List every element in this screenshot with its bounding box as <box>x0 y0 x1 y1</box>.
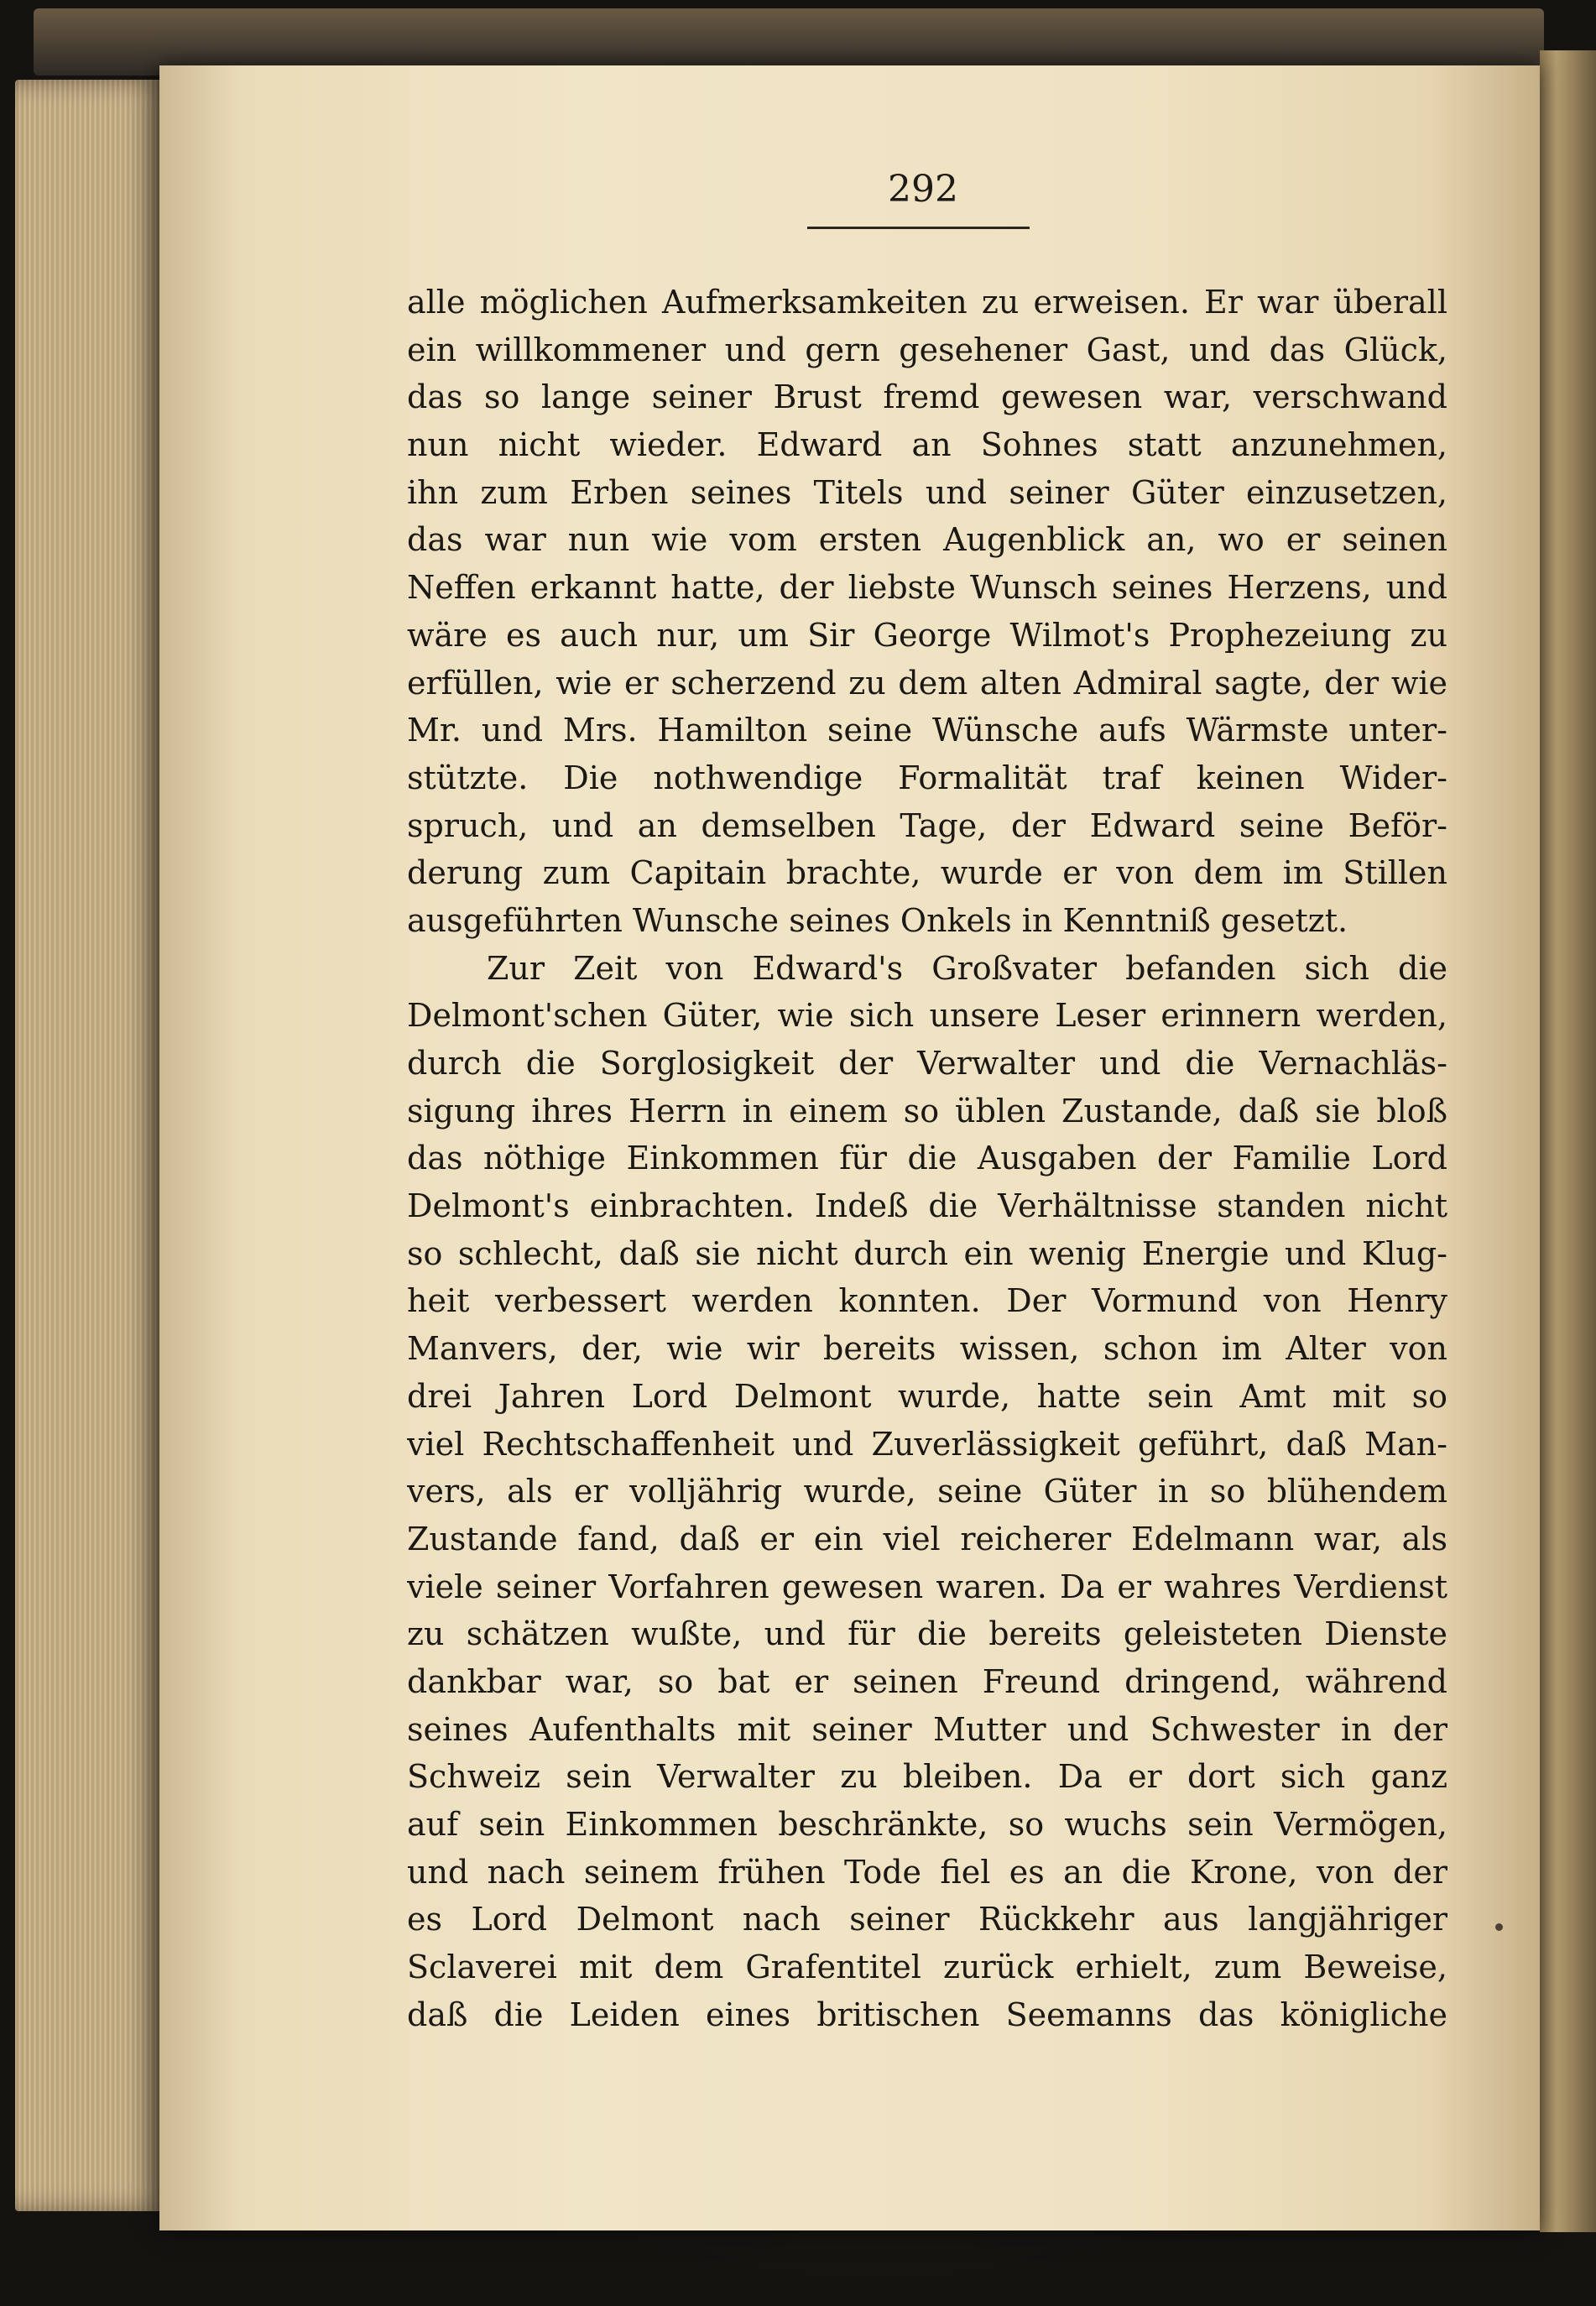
text-line: durch die Sorglosigkeit der Verwalter und die Vernachläs- <box>407 1045 1447 1082</box>
text-line: ihn zum Erben seines Titels und seiner Güter einzusetzen, <box>407 473 1447 511</box>
text-line: viele seiner Vorfahren gewesen waren. Da er wahres Verdienst <box>407 1568 1447 1605</box>
text-line: es Lord Delmont nach seiner Rückkehr aus langjähriger <box>407 1901 1447 1938</box>
text-line: alle möglichen Aufmerksamkeiten zu erweisen. Er war überall <box>407 284 1447 321</box>
text-line: zu schätzen wußte, und für die bereits geleisteten Dienste <box>407 1615 1447 1653</box>
page-number: 292 <box>888 168 958 211</box>
text-line: heit verbessert werden konnten. Der Vormund von Henry <box>407 1282 1447 1320</box>
text-line: Schweiz sein Verwalter zu bleiben. Da er dort sich ganz <box>407 1758 1447 1796</box>
text-line: spruch, und an demselben Tage, der Edward seine Beför- <box>407 806 1447 844</box>
text-line: Sclaverei mit dem Grafentitel zurück erhielt, zum Beweise, <box>407 1949 1447 1986</box>
paragraph-end-line: ausgeführten Wunsche seines Onkels in Kenntniß gesetzt. <box>407 901 1348 939</box>
text-line: so schlecht, daß sie nicht durch ein wenig Energie und Klug- <box>407 1234 1447 1272</box>
text-line: nun nicht wieder. Edward an Sohnes statt anzunehmen, <box>407 426 1447 464</box>
text-line: stützte. Die nothwendige Formalität traf keinen Wider- <box>407 759 1447 796</box>
text-line: Delmont's einbrachten. Indeß die Verhältnisse standen nicht <box>407 1187 1447 1225</box>
text-line: erfüllen, wie er scherzend zu dem alten Admiral sagte, der wie <box>407 664 1447 702</box>
facing-page-edge <box>1540 50 1596 2232</box>
body-text <box>407 279 1447 2038</box>
text-line: Mr. und Mrs. Hamilton seine Wünsche aufs Wärmste unter- <box>407 712 1447 749</box>
text-line: das war nun wie vom ersten Augenblick an, wo er seinen <box>407 521 1447 559</box>
text-line: und nach seinem frühen Tode fiel es an die Krone, von der <box>407 1853 1447 1891</box>
text-line: sigung ihres Herrn in einem so üblen Zustande, daß sie bloß <box>407 1092 1447 1130</box>
page-stack-edge <box>15 80 166 2211</box>
paragraph-start-line: Zur Zeit von Edward's Großvater befanden sich die <box>487 949 1447 987</box>
text-line: das so lange seiner Brust fremd gewesen war, verschwand <box>407 378 1447 416</box>
text-line: auf sein Einkommen beschränkte, so wuchs sein Vermögen, <box>407 1806 1447 1843</box>
text-line: daß die Leiden eines britischen Seemanns das königliche <box>407 1996 1447 2033</box>
text-line: ein willkommener und gern gesehener Gast, und das Glück, <box>407 331 1447 368</box>
text-line: derung zum Capitain brachte, wurde er von dem im Stillen <box>407 854 1447 892</box>
text-line: seines Aufenthalts mit seiner Mutter und Schwester in der <box>407 1710 1447 1748</box>
text-line: Zustande fand, daß er ein viel reicherer Edelmann war, als <box>407 1520 1447 1557</box>
paper-stain <box>1495 1923 1503 1931</box>
text-line: viel Rechtschaffenheit und Zuverlässigkeit geführt, daß Man- <box>407 1425 1447 1463</box>
text-line: Manvers, der, wie wir bereits wissen, schon im Alter von <box>407 1330 1447 1368</box>
text-line: drei Jahren Lord Delmont wurde, hatte sein Amt mit so <box>407 1377 1447 1415</box>
page-number-rule <box>807 227 1030 229</box>
text-line: dankbar war, so bat er seinen Freund dringend, während <box>407 1662 1447 1700</box>
text-line: Neffen erkannt hatte, der liebste Wunsch seines Herzens, und <box>407 569 1447 607</box>
text-line: vers, als er volljährig wurde, seine Güter in so blühendem <box>407 1473 1447 1510</box>
text-line: wäre es auch nur, um Sir George Wilmot's Prophezeiung zu <box>407 616 1447 654</box>
text-line: das nöthige Einkommen für die Ausgaben der Familie Lord <box>407 1140 1447 1177</box>
text-line: Delmont'schen Güter, wie sich unsere Leser erinnern werden, <box>407 997 1447 1035</box>
